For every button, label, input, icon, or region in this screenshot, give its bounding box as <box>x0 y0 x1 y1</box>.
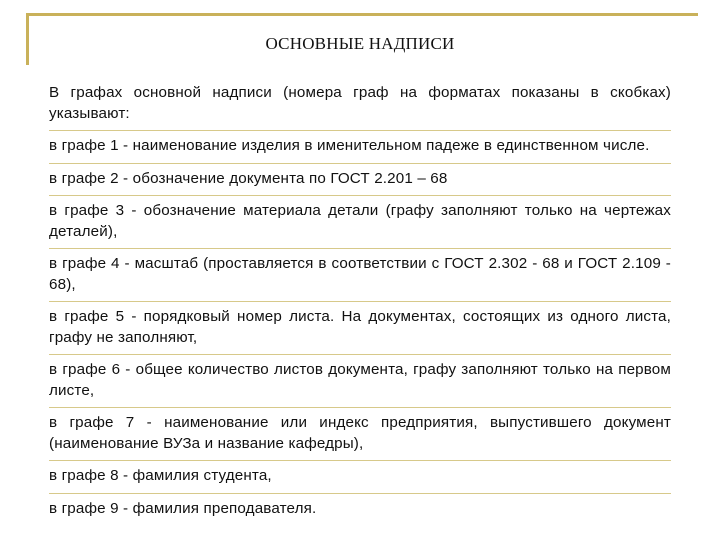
paragraph-field-4: в графе 4 - масштаб (проставляется в соответствии с ГОСТ 2.302 - 68 и ГОСТ 2.109 - 68), <box>49 249 671 302</box>
paragraph-field-5: в графе 5 - порядковый номер листа. На документах, состоящих из одного листа, графу не заполняют, <box>49 302 671 355</box>
paragraph-field-3: в графе 3 - обозначение материала детали (графу заполняют только на чертежах деталей), <box>49 196 671 249</box>
frame-top-line <box>26 13 698 16</box>
content-area <box>49 80 671 525</box>
paragraph-field-7: в графе 7 - наименование или индекс предприятия, выпустившего документ (наименование ВУЗа и название кафедры), <box>49 408 671 461</box>
page-title: ОСНОВНЫЕ НАДПИСИ <box>265 34 455 53</box>
paragraph-field-8: в графе 8 - фамилия студента, <box>49 461 671 494</box>
paragraph-field-1: в графе 1 - наименование изделия в именительном падеже в единственном числе. <box>49 131 671 164</box>
paragraph-field-9: в графе 9 - фамилия преподавателя. <box>49 499 317 517</box>
paragraph-intro: В графах основной надписи (номера граф на форматах показаны в скобках) указывают: <box>49 80 671 131</box>
paragraph-field-6: в графе 6 - общее количество листов документа, графу заполняют только на первом листе, <box>49 355 671 408</box>
paragraph-field-2: в графе 2 - обозначение документа по ГОСТ 2.201 – 68 <box>49 164 671 197</box>
